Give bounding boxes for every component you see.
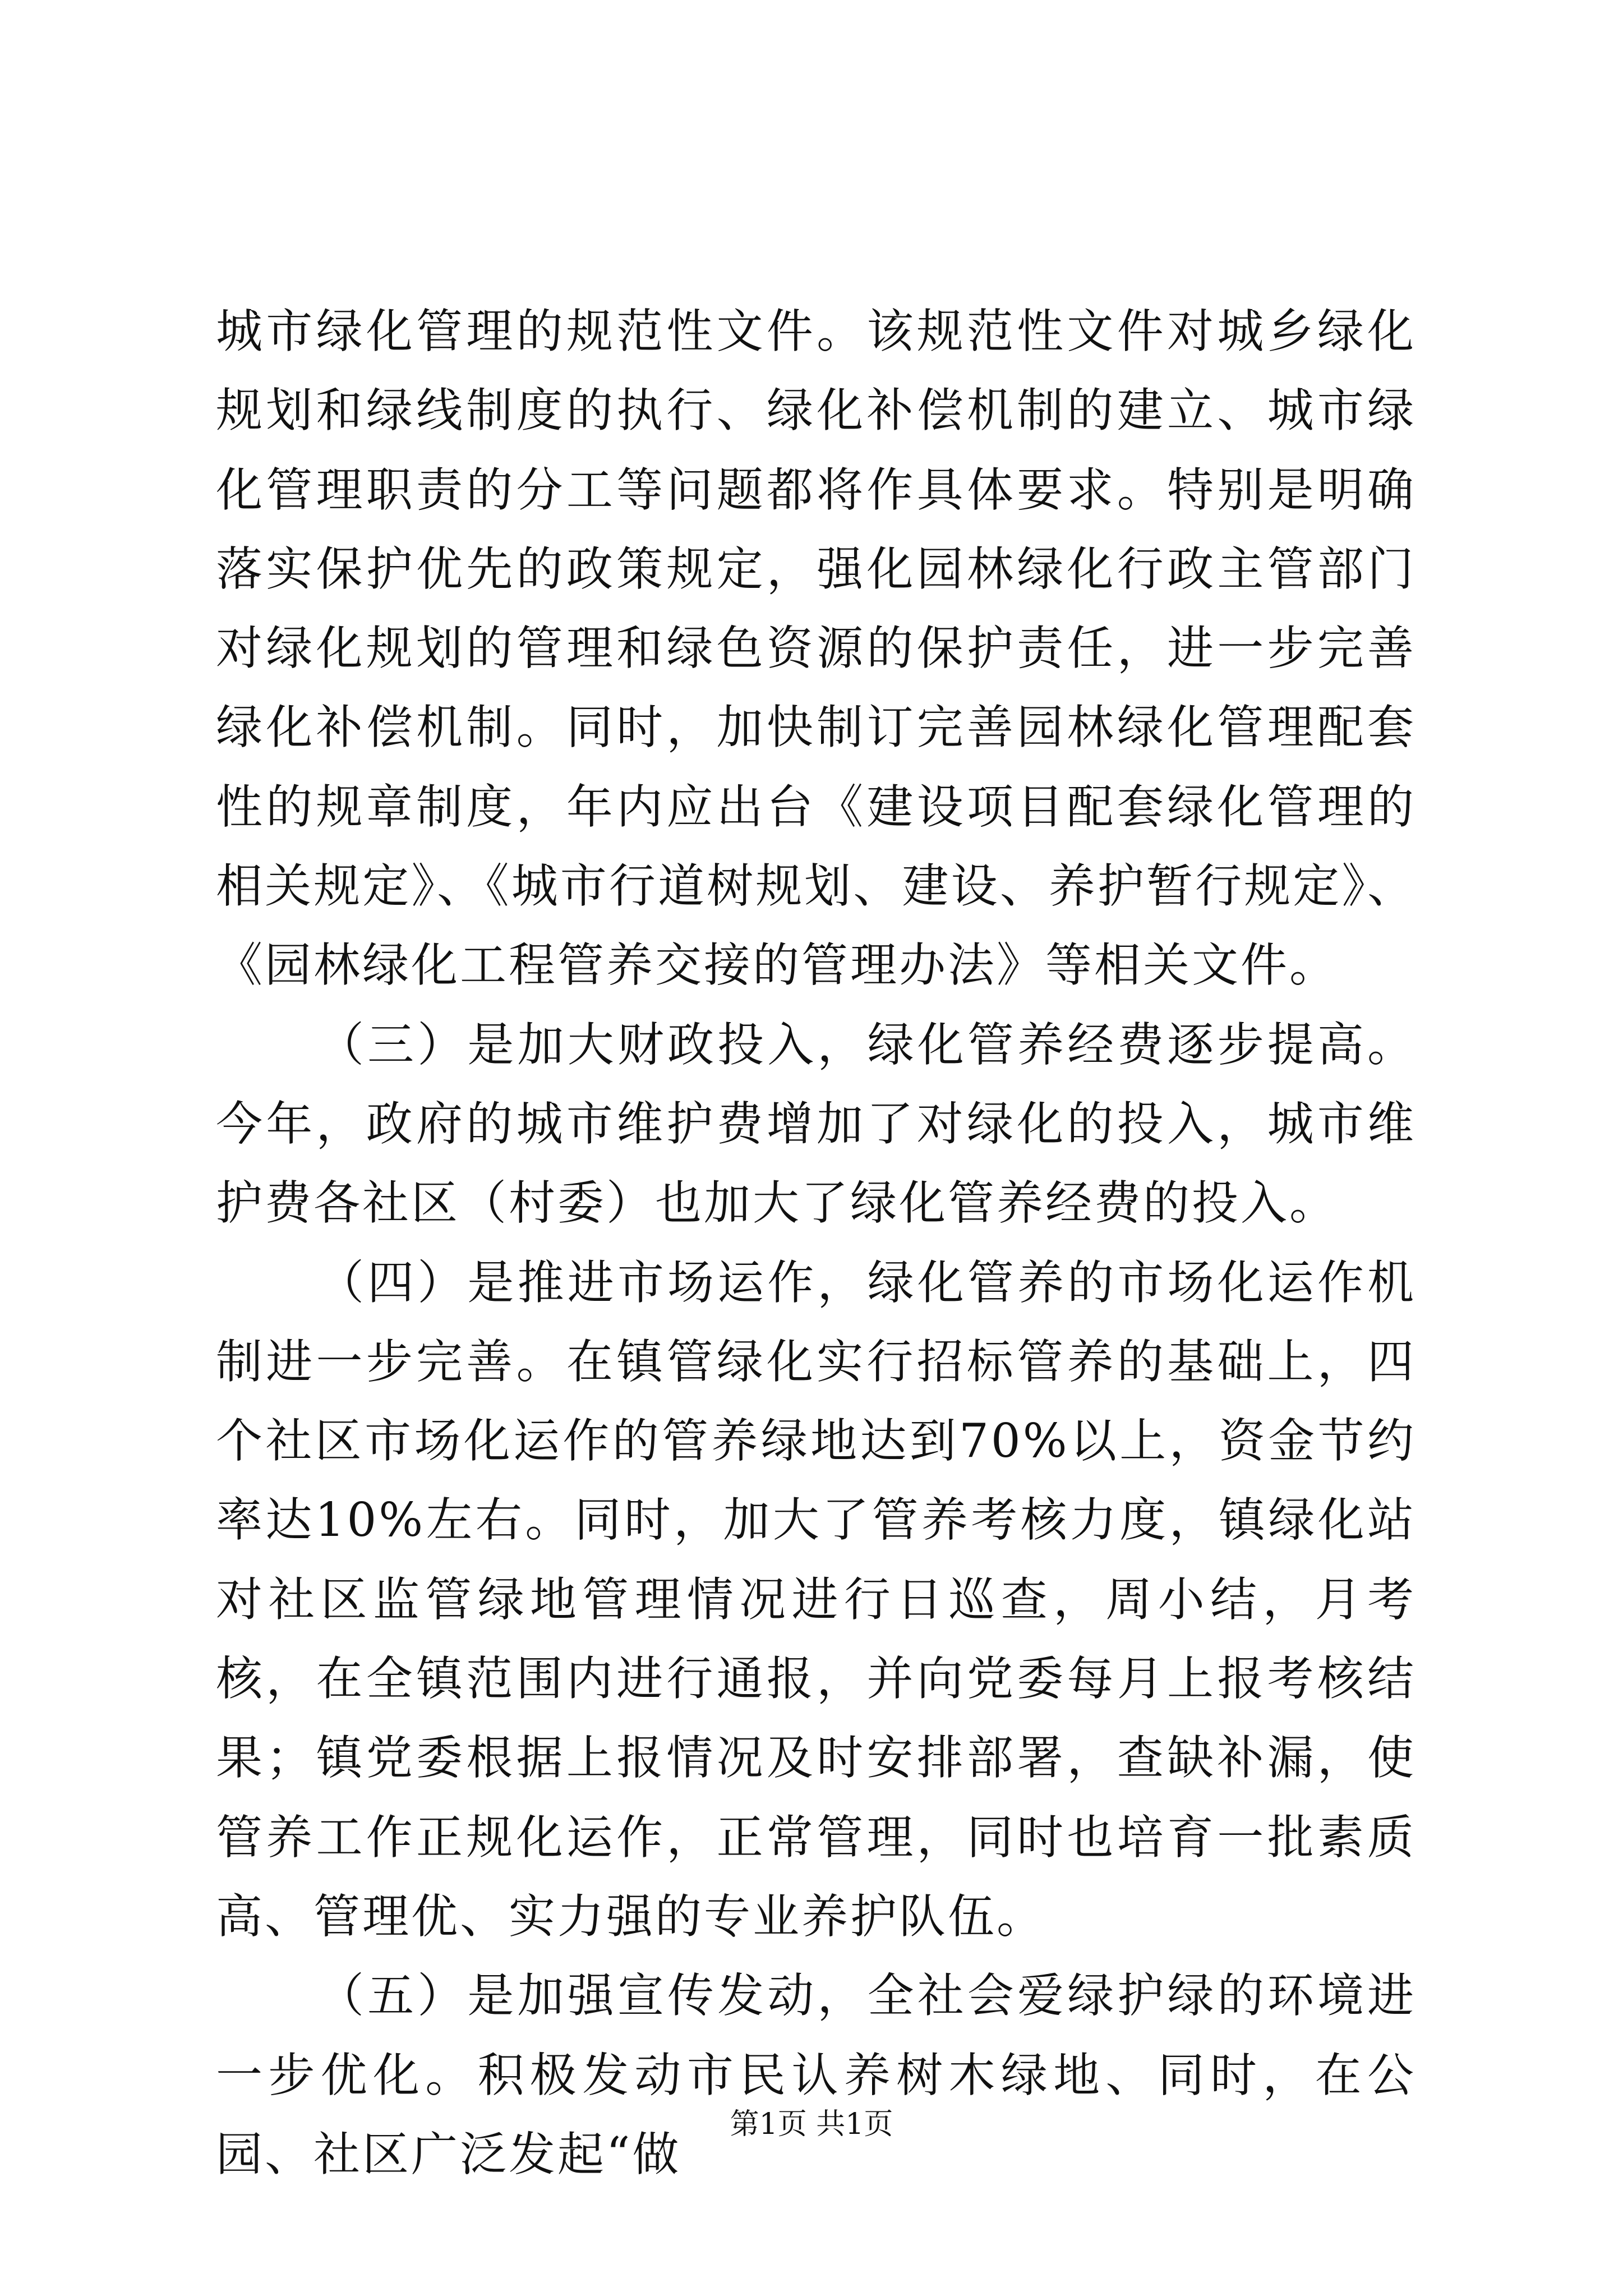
paragraph-five: （五）是加强宣传发动，全社会爱绿护绿的环境进一步优化。积极发动市民认养树木绿地、同时，在公园、社区广泛发起“做 (216, 1968, 1416, 2182)
paragraph-three: （三）是加大财政投入，绿化管养经费逐步提高。今年，政府的城市维护费增加了对绿化的投入，城市维护费各社区（村委）也加大了绿化管养经费的投入。 (216, 1017, 1416, 1231)
page-footer: 第1页 共1页 (730, 2108, 893, 2141)
paragraph-continued: 城市绿化管理的规范性文件。该规范性文件对城乡绿化规划和绿线制度的执行、绿化补偿机制的建立、城市绿化管理职责的分工等问题都将作具体要求。特别是明确落实保护优先的政策规定，强化园林绿化行政主管部门对绿化规划的管理和绿色资源的保护责任，进一步完善绿化补偿机制。同时，加快制订完善园林绿化管理配套性的规章制度，年内应出台《建设项目配套绿化管理的相关规定》、《城市行道树规划、建设、养护暂行规定》、《园林绿化工程管养交接的管理办法》等相关文件。 (216, 304, 1416, 993)
document-body (216, 292, 1416, 2194)
paragraph-four: （四）是推进市场运作，绿化管养的市场化运作机制进一步完善。在镇管绿化实行招标管养的基础上，四个社区市场化运作的管养绿地达到70%以上，资金节约率达10%左右。同时，加大了管养考核力度，镇绿化站对社区监管绿地管理情况进行日巡查，周小结，月考核，在全镇范围内进行通报，并向党委每月上报考核结果；镇党委根据上报情况及时安排部署，查缺补漏，使管养工作正规化运作，正常管理，同时也培育一批素质高、管理优、实力强的专业养护队伍。 (216, 1255, 1416, 1944)
